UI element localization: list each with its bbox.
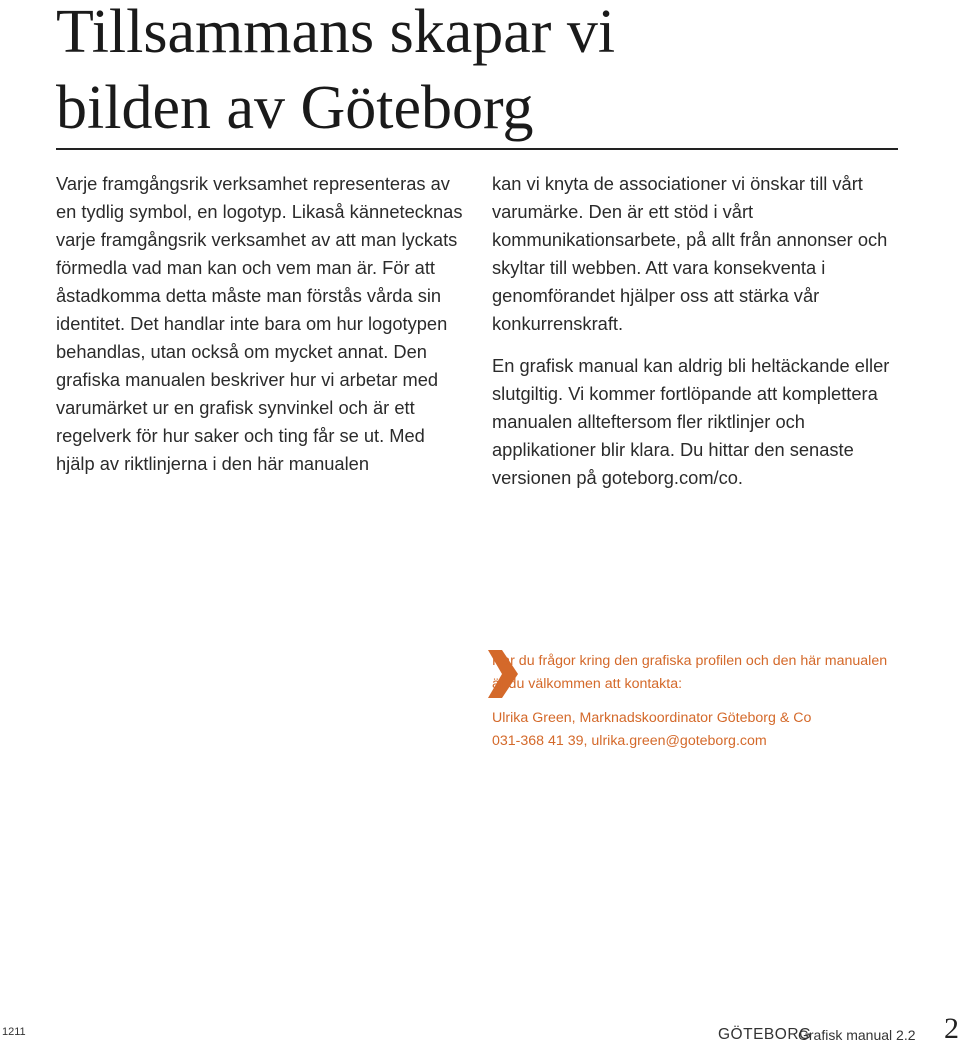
contact-intro: Har du frågor kring den grafiska profilen och den här manualen är du välkommen att kontakta:: [492, 653, 888, 692]
contact-box: [492, 650, 892, 764]
footer-manual-version: Grafisk manual 2.2: [798, 1027, 916, 1043]
body-column-left: [56, 170, 466, 492]
footer-code: 1211: [2, 1026, 26, 1038]
footer-brand: GÖTEBORG: [718, 1026, 812, 1043]
contact-details: [492, 707, 892, 753]
contact-name: Ulrika Green, Marknadskoordinator Göteborg & Co: [492, 710, 812, 726]
body-column-right: [492, 170, 912, 506]
page-title-line-1: Tillsammans skapar vi: [56, 0, 616, 66]
body-paragraph: kan vi knyta de associationer vi önskar till vårt varumärke. Den är ett stöd i vårt kommunikationsarbete, på allt från annonser och skyltar till webben. Att vara konsekventa i genomförandet hjälper oss att stärka vår konkurrenskraft.: [492, 173, 888, 334]
page-title-line-2: bilden av Göteborg: [56, 74, 534, 142]
body-paragraph: Varje framgångsrik verksamhet representeras av en tydlig symbol, en logotyp. Likaså kännetecknas varje framgångsrik verksamhet av att man lyckats förmedla vad man kan och vem man är. För att åstadkomma detta måste man förstås vårda sin identitet. Det handlar inte bara om hur logotypen behandlas, utan också om mycket annat. Den grafiska manualen beskriver hur vi arbetar med varumärket ur en grafisk synvinkel och är ett regelverk för hur saker och ting får se ut. Med hjälp av riktlinjerna i den här manualen: [56, 173, 463, 474]
contact-phone-email: 031-368 41 39, ulrika.green@goteborg.com: [492, 733, 767, 749]
page-title: [56, 0, 916, 146]
title-divider: [56, 148, 898, 150]
body-paragraph: En grafisk manual kan aldrig bli heltäckande eller slutgiltig. Vi kommer fortlöpande att komplettera manualen allteftersom fler riktlinjer och applikationer blir klara. Du hittar den senaste versionen på goteborg.com/co.: [492, 355, 890, 488]
page-number: 2: [944, 1012, 959, 1045]
